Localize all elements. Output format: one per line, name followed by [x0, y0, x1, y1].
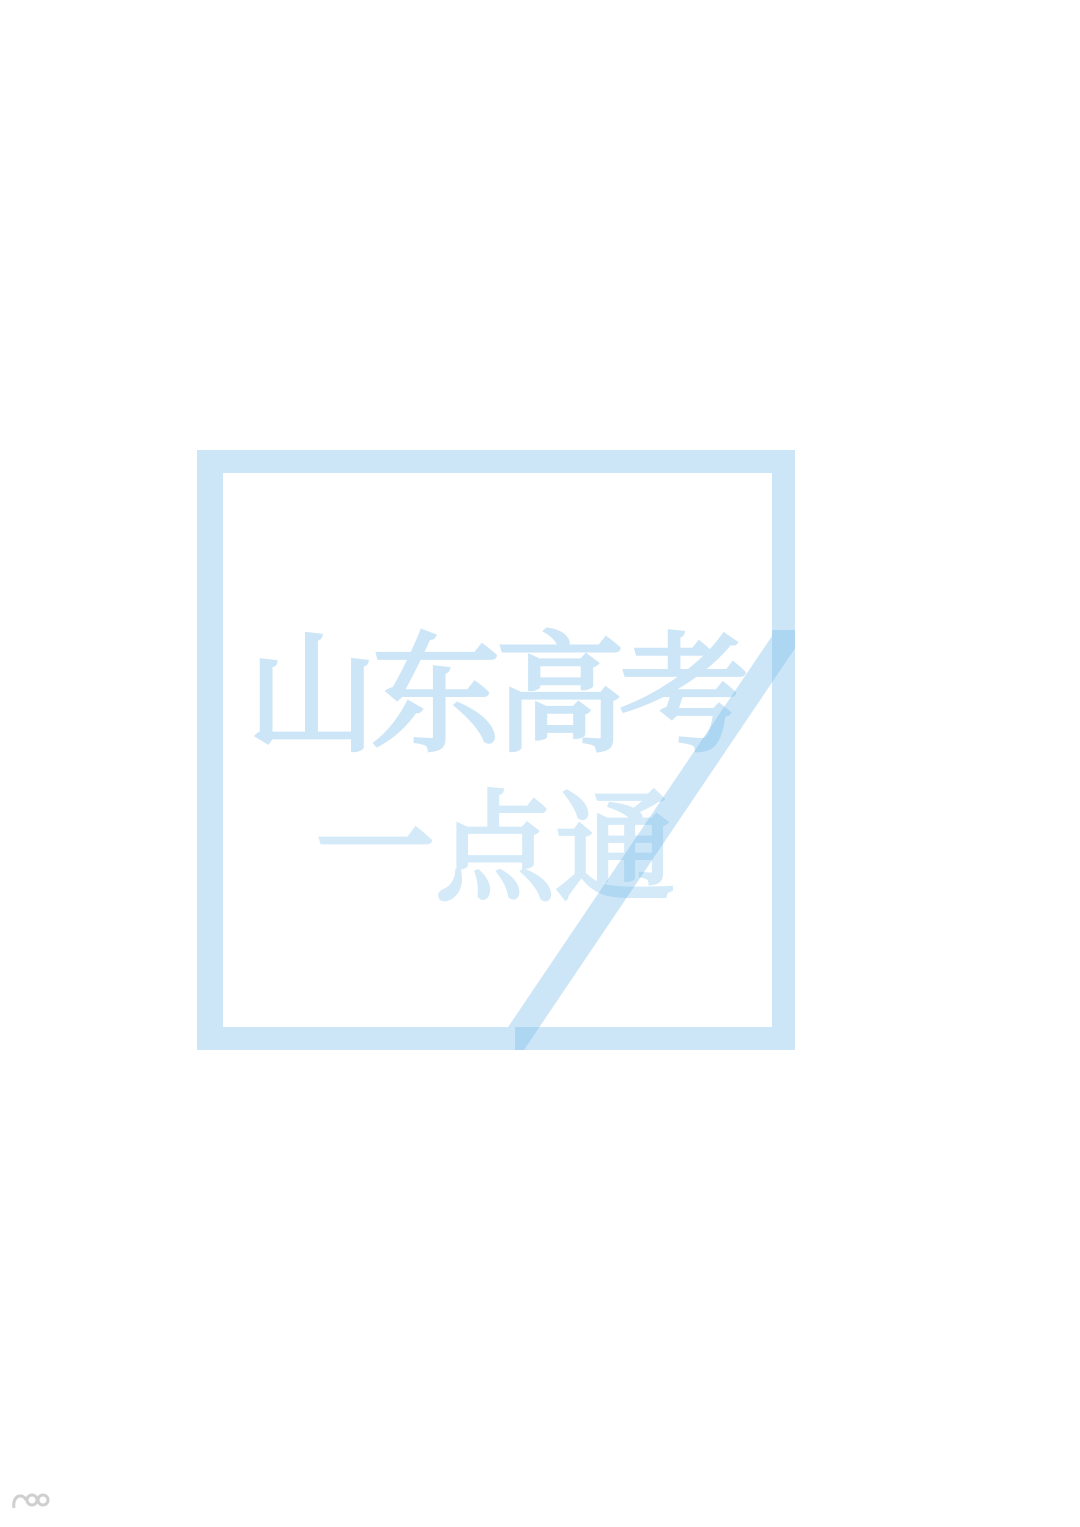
svg-text:山东高考: 山东高考 [246, 619, 744, 771]
svg-text:一点通: 一点通 [315, 780, 675, 919]
